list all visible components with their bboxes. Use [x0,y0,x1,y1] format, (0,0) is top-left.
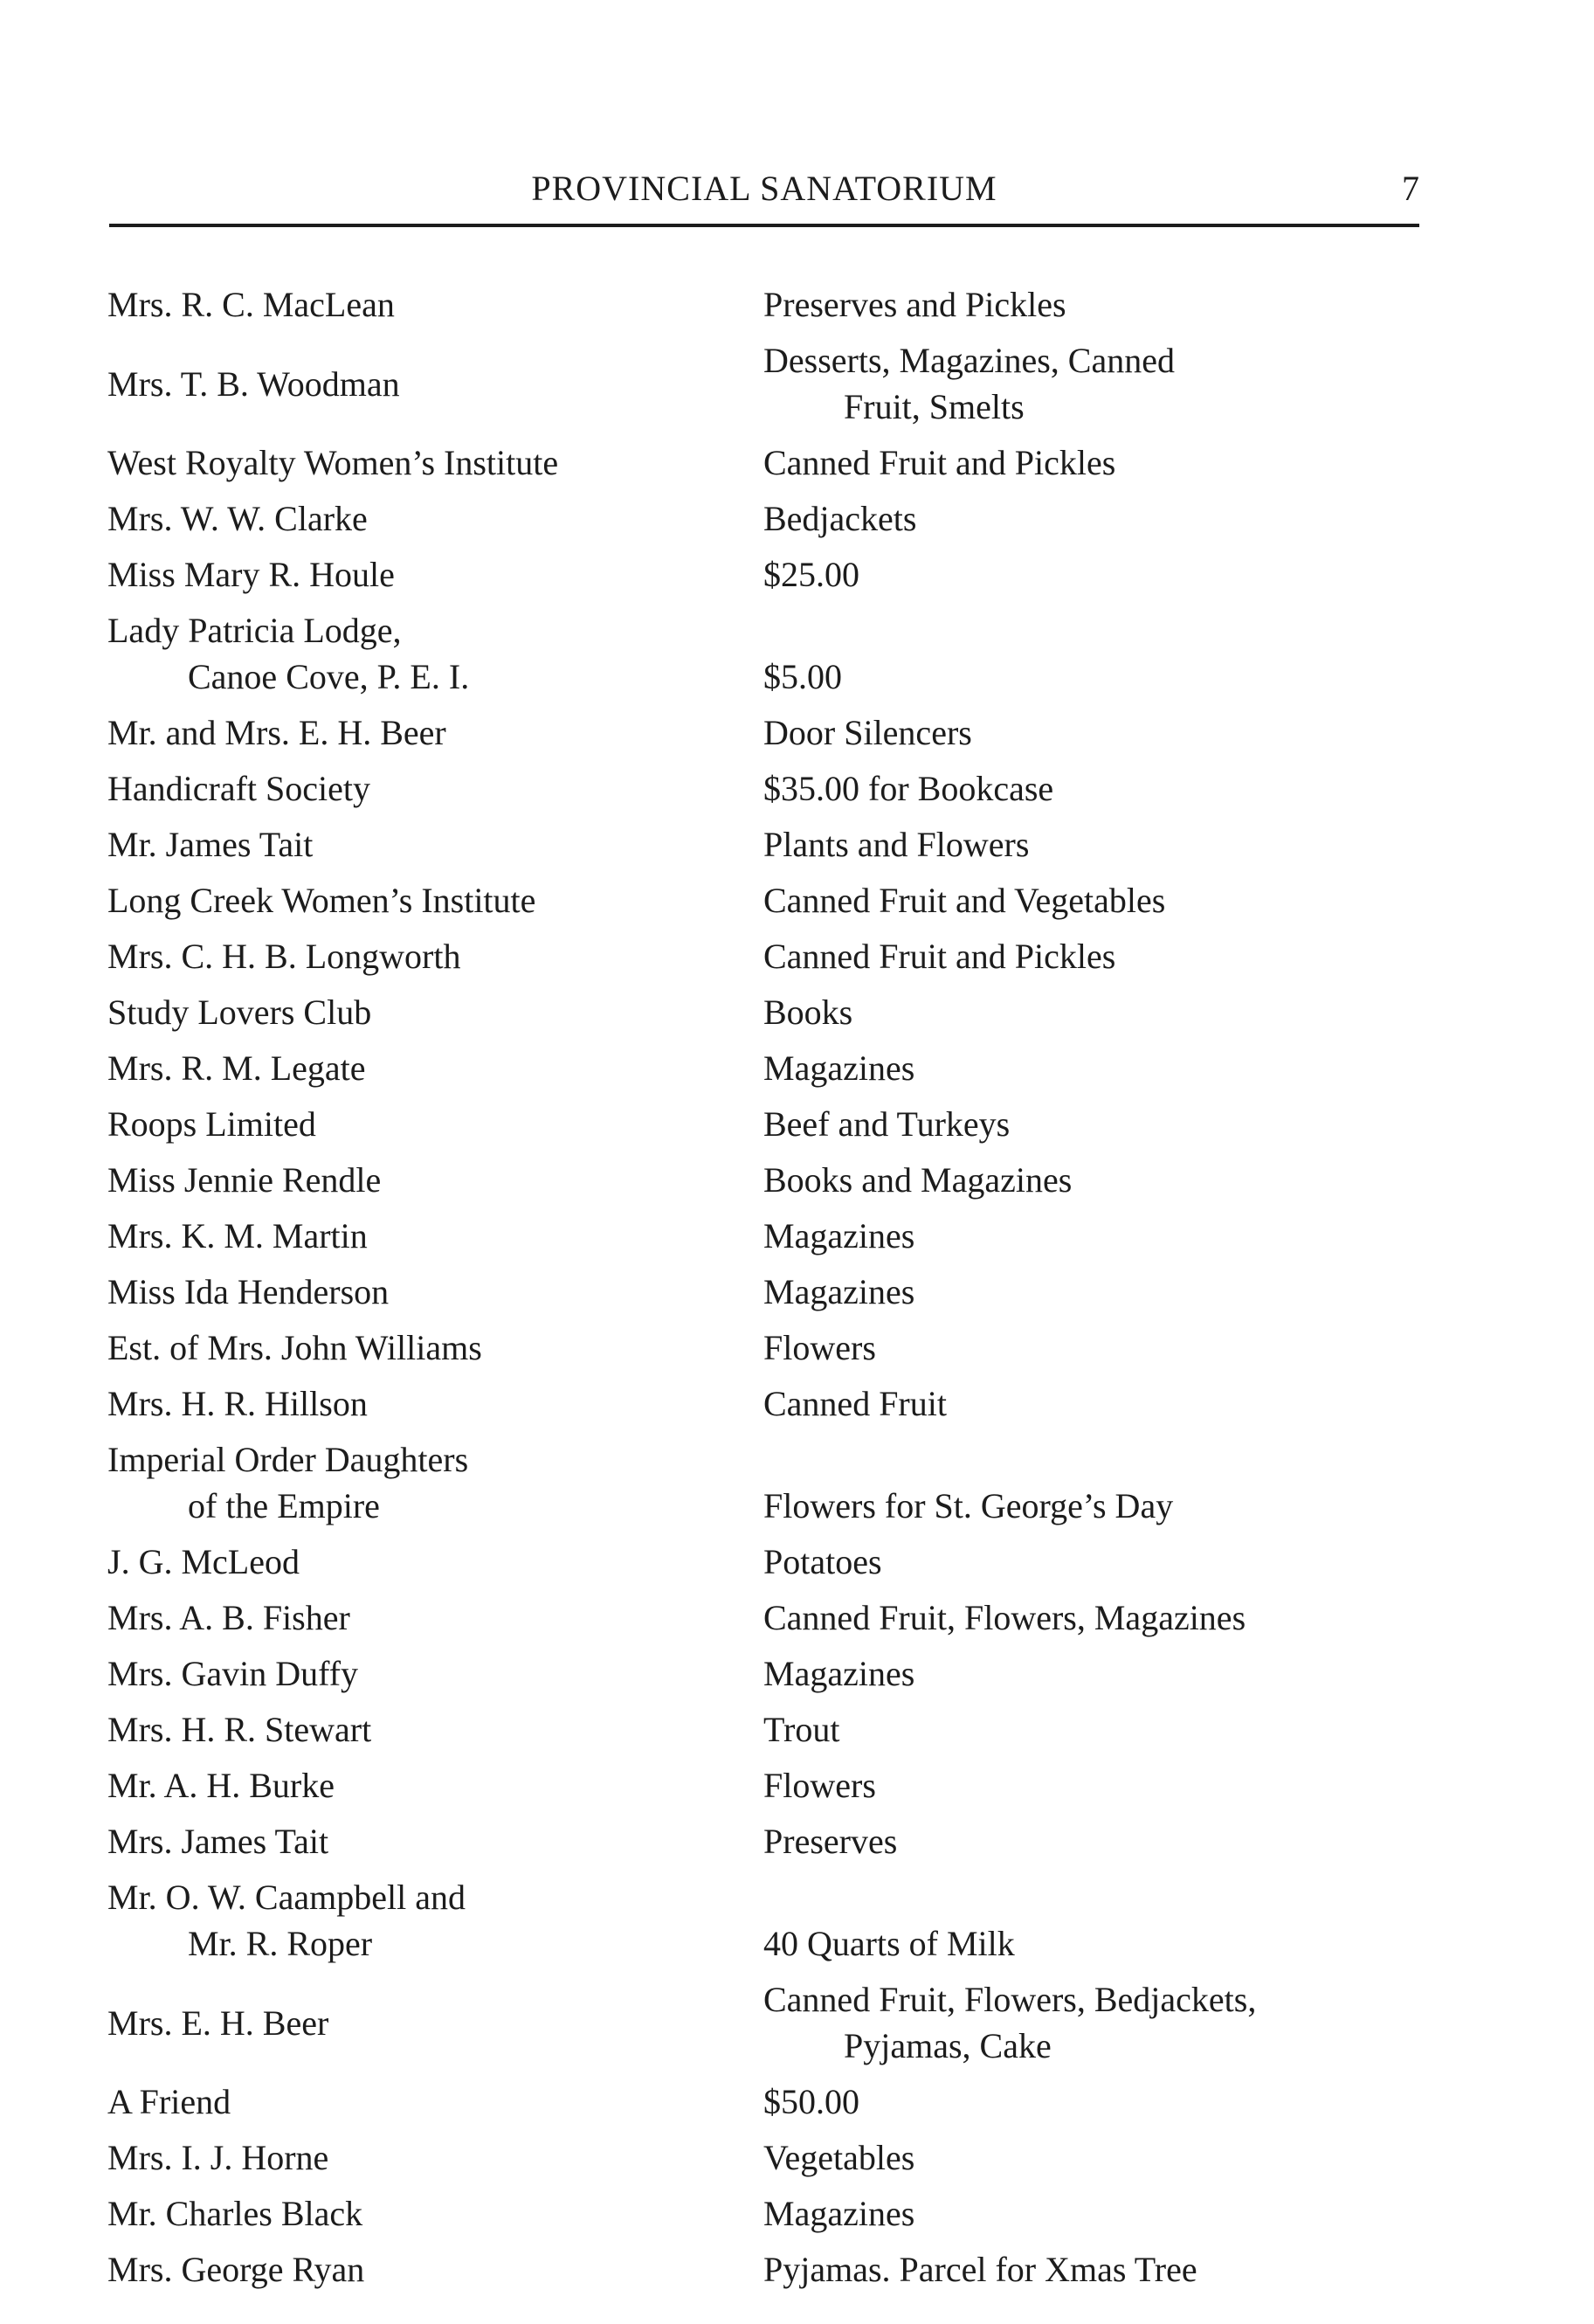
donor-name [107,2000,736,2046]
donor-name [107,989,736,1035]
donation-item [763,1706,1462,1753]
donation-item [763,1157,1462,1203]
donor-name-line: West Royalty Women’s Institute [107,443,559,482]
donor-name-line: Miss Mary R. Houle [107,555,395,594]
donor-name-line: Mr. A. H. Burke [107,1766,335,1805]
donor-name [107,1436,736,1529]
donor-name-line: Mrs. R. M. Legate [107,1048,366,1088]
donation-item-line: Magazines [763,1048,915,1088]
list-item [0,1706,1594,1753]
donation-item-line: Flowers for St. George’s Day [763,1486,1174,1525]
list-item [0,607,1594,700]
donation-item [763,1325,1462,1371]
donor-name-line: Mrs. H. R. Hillson [107,1384,368,1423]
donation-item [763,1045,1462,1091]
list-item [0,1325,1594,1371]
donor-name-line: Mrs. A. B. Fisher [107,1598,350,1637]
donation-item [763,821,1462,868]
donation-item [763,1818,1462,1864]
list-item [0,877,1594,923]
donor-name [107,765,736,812]
list-item [0,1101,1594,1147]
donor-name-line: Long Creek Women’s Institute [107,881,536,920]
donor-name-line: J. G. McLeod [107,1542,300,1581]
donor-name [107,361,736,407]
donation-item-line: $50.00 [763,2082,859,2121]
donation-item-line: Vegetables [763,2138,915,2177]
list-item [0,1874,1594,1967]
donor-name-line: Handicraft Society [107,769,370,808]
donor-name [107,1594,736,1641]
donation-item [763,1920,1462,1967]
donation-item-line: Flowers [763,1766,876,1805]
donor-name-line: Mr. O. W. Caampbell and [107,1878,466,1917]
donation-item [763,281,1462,328]
donation-item [763,709,1462,756]
donation-item-line: Preserves and Pickles [763,285,1066,324]
donation-item-line: Bedjackets [763,499,917,538]
donor-name [107,1101,736,1147]
donation-item [763,2134,1462,2181]
list-item [0,1818,1594,1864]
donor-name-line: Miss Ida Henderson [107,1272,390,1311]
list-item [0,439,1594,486]
donation-item [763,654,1462,700]
donor-name-line: Mrs. K. M. Martin [107,1216,368,1255]
list-item [0,1976,1594,2069]
donation-item-line: Canned Fruit, Flowers, Bedjackets, [763,1980,1257,2019]
donor-name [107,1045,736,1091]
donation-item-line: Trout [763,1710,840,1749]
donation-item [763,1650,1462,1697]
donation-item-line: Canned Fruit [763,1384,947,1423]
donation-item-line: $35.00 for Bookcase [763,769,1054,808]
list-item [0,1539,1594,1585]
donor-name [107,2190,736,2237]
donor-name [107,1269,736,1315]
donor-name-line: Lady Patricia Lodge, [107,611,402,650]
donor-name [107,2078,736,2125]
list-item [0,1045,1594,1091]
donor-name-line: Mrs. W. W. Clarke [107,499,368,538]
list-item [0,2246,1594,2293]
donation-item-line: Magazines [763,1216,915,1255]
list-item [0,765,1594,812]
donor-name [107,607,736,700]
list-item [0,495,1594,542]
list-item [0,1436,1594,1529]
donor-name-line: Mr. R. Roper [188,1924,373,1963]
donation-item-line: Preserves [763,1822,898,1861]
list-item [0,989,1594,1035]
donation-item [763,1101,1462,1147]
donor-name [107,1762,736,1809]
donor-name-line: of the Empire [188,1486,380,1525]
donation-item [763,1380,1462,1427]
list-item [0,1380,1594,1427]
donation-item [763,877,1462,923]
list-item [0,933,1594,979]
donor-name-line: Mrs. C. H. B. Longworth [107,937,461,976]
donor-name-line: Mrs. James Tait [107,1822,329,1861]
donor-name-line: Imperial Order Daughters [107,1440,469,1479]
donor-name-line: Roops Limited [107,1104,316,1144]
donation-item-line: Books [763,993,853,1032]
donation-item-line: Beef and Turkeys [763,1104,1011,1144]
header-rule [109,224,1419,227]
donation-item [763,2246,1462,2293]
donation-item-line: Magazines [763,1272,915,1311]
donor-name [107,821,736,868]
donation-item-line: Plants and Flowers [763,825,1030,864]
donor-name [107,1157,736,1203]
donor-name [107,1818,736,1864]
donation-item [763,933,1462,979]
donor-name [107,1325,736,1371]
list-item [0,1762,1594,1809]
donor-name [107,1213,736,1259]
donation-item-line: 40 Quarts of Milk [763,1924,1015,1963]
donation-item [763,439,1462,486]
donation-item [763,1269,1462,1315]
donor-name [107,439,736,486]
donation-item-line: Canned Fruit, Flowers, Magazines [763,1598,1246,1637]
donation-item [763,1594,1462,1641]
donation-item-line: Canned Fruit and Pickles [763,443,1116,482]
donation-item-line: Canned Fruit and Vegetables [763,881,1166,920]
donor-name [107,1650,736,1697]
donor-name-line: Mrs. George Ryan [107,2250,365,2289]
donor-name [107,281,736,328]
list-item [0,709,1594,756]
donation-item-line: Door Silencers [763,713,972,752]
donor-name [107,709,736,756]
donation-item-line: Fruit, Smelts [844,387,1025,426]
donation-item [763,989,1462,1035]
donor-name-line: Study Lovers Club [107,993,372,1032]
donation-item-line: Pyjamas, Cake [844,2026,1052,2065]
donor-name-line: Mrs. R. C. MacLean [107,285,395,324]
running-title: PROVINCIAL SANATORIUM [531,169,997,208]
donor-name [107,1380,736,1427]
donor-name [107,877,736,923]
list-item [0,281,1594,328]
donation-item-line: Flowers [763,1328,876,1367]
donation-item [763,1539,1462,1585]
donor-name-line: Miss Jennie Rendle [107,1160,382,1200]
donation-item-line: Potatoes [763,1542,882,1581]
donation-item [763,1483,1462,1529]
list-item [0,2134,1594,2181]
list-item [0,821,1594,868]
donation-item [763,2190,1462,2237]
donor-name-line: Mrs. Gavin Duffy [107,1654,359,1693]
donor-name [107,1874,736,1967]
page-header [109,168,1419,224]
donation-item [763,1762,1462,1809]
list-item [0,337,1594,430]
donation-item [763,337,1462,430]
donor-name [107,2134,736,2181]
donor-name-line: Canoe Cove, P. E. I. [188,657,470,696]
donor-name [107,2246,736,2293]
list-item [0,1213,1594,1259]
donor-name-line: Mrs. I. J. Horne [107,2138,329,2177]
list-item [0,1594,1594,1641]
donation-item-line: Pyjamas. Parcel for Xmas Tree [763,2250,1197,2289]
donation-item [763,2078,1462,2125]
donor-name-line: Mr. and Mrs. E. H. Beer [107,713,446,752]
donor-name [107,495,736,542]
donation-item [763,765,1462,812]
donation-item-line: Magazines [763,1654,915,1693]
donor-name-line: Mrs. T. B. Woodman [107,363,400,404]
donation-item-line: Canned Fruit and Pickles [763,937,1116,976]
donor-name [107,551,736,598]
donation-item-line: Magazines [763,2194,915,2233]
page-number: 7 [1402,169,1419,208]
donation-item-line: Desserts, Magazines, Canned [763,341,1175,380]
donor-name [107,1539,736,1585]
donor-name-line: Mrs. E. H. Beer [107,2002,329,2043]
list-item [0,2190,1594,2237]
donation-item-line: Books and Magazines [763,1160,1073,1200]
donation-item-line: $5.00 [763,657,842,696]
donation-item [763,495,1462,542]
donor-name-line: Mr. James Tait [107,825,314,864]
donation-item [763,1976,1462,2069]
donor-name-line: A Friend [107,2082,231,2121]
list-item [0,1269,1594,1315]
donation-item [763,551,1462,598]
donation-item [763,1213,1462,1259]
list-item [0,1157,1594,1203]
donor-name [107,933,736,979]
donation-item-line: $25.00 [763,555,859,594]
donor-name-line: Mrs. H. R. Stewart [107,1710,372,1749]
list-item [0,1650,1594,1697]
list-item [0,551,1594,598]
list-item [0,2078,1594,2125]
donor-name [107,1706,736,1753]
donor-name-line: Mr. Charles Black [107,2194,363,2233]
donor-name-line: Est. of Mrs. John Williams [107,1328,482,1367]
